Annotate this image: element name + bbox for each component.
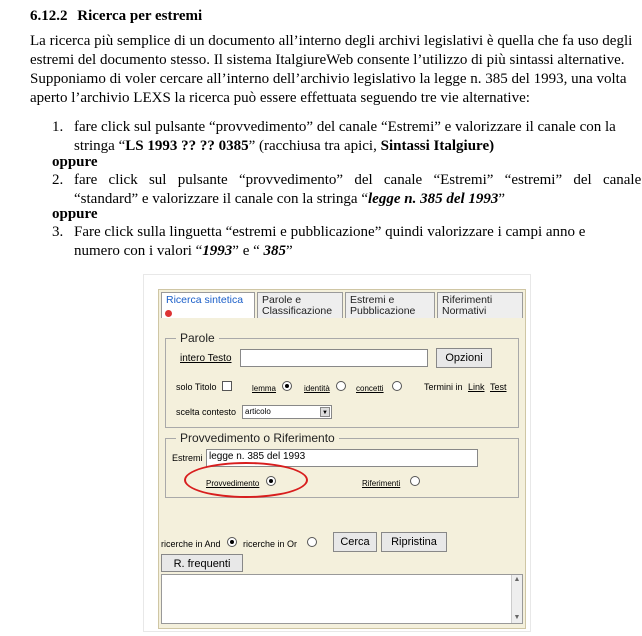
estremi-input[interactable]: legge n. 385 del 1993	[206, 449, 478, 467]
tab-riferimenti-normativi[interactable]	[437, 292, 523, 318]
list-text	[74, 137, 494, 156]
text-fragment: numero con i valori “	[74, 243, 203, 259]
tab-label: Normativi	[442, 305, 487, 317]
syntax-label: Sintassi Italgiure)	[380, 138, 495, 154]
parole-fieldset	[165, 331, 519, 428]
text-fragment: ” e “	[232, 243, 264, 259]
provvedimento-legend: Provvedimento o Riferimento	[176, 431, 339, 445]
ricerche-or-radio[interactable]	[307, 537, 317, 547]
text-fragment: stringa “	[74, 138, 126, 154]
identita-radio[interactable]	[336, 381, 346, 391]
alert-dot-icon	[165, 310, 172, 317]
scroll-up-icon[interactable]: ▲	[513, 576, 521, 583]
ricerche-or-label: ricerche in Or	[243, 539, 298, 549]
text-fragment: “standard” e valorizzare il canale con la stringa “	[74, 191, 369, 207]
test-link[interactable]: Test	[490, 382, 507, 392]
oppure-label: oppure	[52, 154, 98, 170]
parole-legend: Parole	[176, 331, 219, 345]
riferimenti-radio[interactable]	[410, 476, 420, 486]
contesto-value: articolo	[245, 407, 271, 416]
tab-label: Riferimenti	[442, 294, 493, 306]
scrollbar[interactable]	[511, 575, 522, 623]
provvedimento-link[interactable]: Provvedimento	[206, 479, 260, 488]
list-number: 2.	[52, 172, 64, 188]
tab-label: Pubblicazione	[350, 305, 416, 317]
opzioni-button[interactable]: Opzioni	[436, 348, 492, 368]
query-string: LS 1993 ?? ?? 0385	[125, 138, 249, 154]
lemma-link[interactable]: lemma	[252, 384, 277, 393]
frequenti-textarea[interactable]	[161, 574, 523, 624]
oppure-label: oppure	[52, 206, 98, 222]
query-string: legge n. 385 del 1993	[368, 191, 499, 207]
concetti-link[interactable]: concetti	[356, 384, 384, 393]
chevron-down-icon: ▼	[320, 407, 330, 417]
list-text: fare click sul pulsante “provvedimento” del canale “Estremi” “estremi” del canale	[74, 172, 642, 188]
tab-label: Ricerca sintetica	[166, 294, 244, 306]
scroll-down-icon[interactable]: ▼	[513, 614, 521, 621]
list-text	[74, 190, 505, 209]
ricerche-and-label: ricerche in And	[161, 539, 221, 549]
ripristina-button[interactable]: Ripristina	[381, 532, 447, 552]
intero-testo-link[interactable]: intero Testo	[180, 353, 232, 364]
highlight-ellipse	[184, 462, 308, 498]
tab-label: Estremi e	[350, 294, 395, 306]
tab-estremi-pubblicazione[interactable]	[345, 292, 435, 318]
tab-parole-classificazione[interactable]	[257, 292, 343, 318]
termini-in-label: Termini in	[424, 382, 463, 392]
text-fragment: ” (racchiusa tra apici,	[248, 138, 381, 154]
solo-titolo-label: solo Titolo	[176, 382, 217, 392]
contesto-select[interactable]	[242, 405, 332, 419]
intro-line: estremi del documento stesso. Il sistema ItalgiureWeb consente l’utilizzo di più sintassi alternative.	[30, 52, 625, 68]
list-text	[74, 242, 293, 261]
section-number: 6.12.2	[30, 8, 68, 24]
intro-line: aperto l’archivio LEXS la ricerca può essere effettuata seguendo tre vie alternative:	[30, 90, 530, 106]
concetti-radio[interactable]	[392, 381, 402, 391]
tab-bar	[159, 290, 525, 318]
tab-label: Classificazione	[262, 305, 333, 317]
scelta-contesto-label: scelta contesto	[176, 407, 237, 417]
intro-paragraph	[30, 32, 640, 108]
link-link[interactable]: Link	[468, 382, 485, 392]
value-year: 1993	[202, 243, 233, 259]
list-text: fare click sul pulsante “provvedimento” del canale “Estremi” e valorizzare il canale con la	[74, 119, 616, 135]
identita-link[interactable]: identità	[304, 384, 330, 393]
lemma-radio[interactable]	[282, 381, 292, 391]
search-panel	[158, 289, 526, 629]
intro-line: Supponiamo di voler cercare all’interno dell’archivio legislativo la legge n. 385 del 1993, una volta	[30, 71, 627, 87]
list-text: Fare click sulla linguetta “estremi e pubblicazione” quindi valorizzare i campi anno e	[74, 224, 586, 240]
intero-testo-input[interactable]	[240, 349, 428, 367]
frequenti-button[interactable]: R. frequenti	[161, 554, 243, 572]
list-number: 1.	[52, 119, 64, 135]
text-fragment: ”	[286, 243, 293, 259]
solo-titolo-checkbox[interactable]	[222, 381, 232, 391]
ricerche-and-radio[interactable]	[227, 537, 237, 547]
cerca-button[interactable]: Cerca	[333, 532, 377, 552]
value-number: 385	[263, 243, 287, 259]
section-title: Ricerca per estremi	[77, 8, 203, 24]
text-fragment: ”	[498, 191, 506, 207]
search-form-screenshot	[143, 274, 531, 632]
tab-ricerca-sintetica[interactable]	[161, 292, 255, 318]
tab-label: Parole e	[262, 294, 302, 306]
estremi-label: Estremi	[172, 453, 203, 463]
riferimenti-link[interactable]: Riferimenti	[362, 479, 401, 488]
section-heading	[30, 8, 202, 25]
list-number: 3.	[52, 224, 64, 240]
intro-line: La ricerca più semplice di un documento all’interno degli archivi legislativi è quella che fa uso degli	[30, 33, 633, 49]
